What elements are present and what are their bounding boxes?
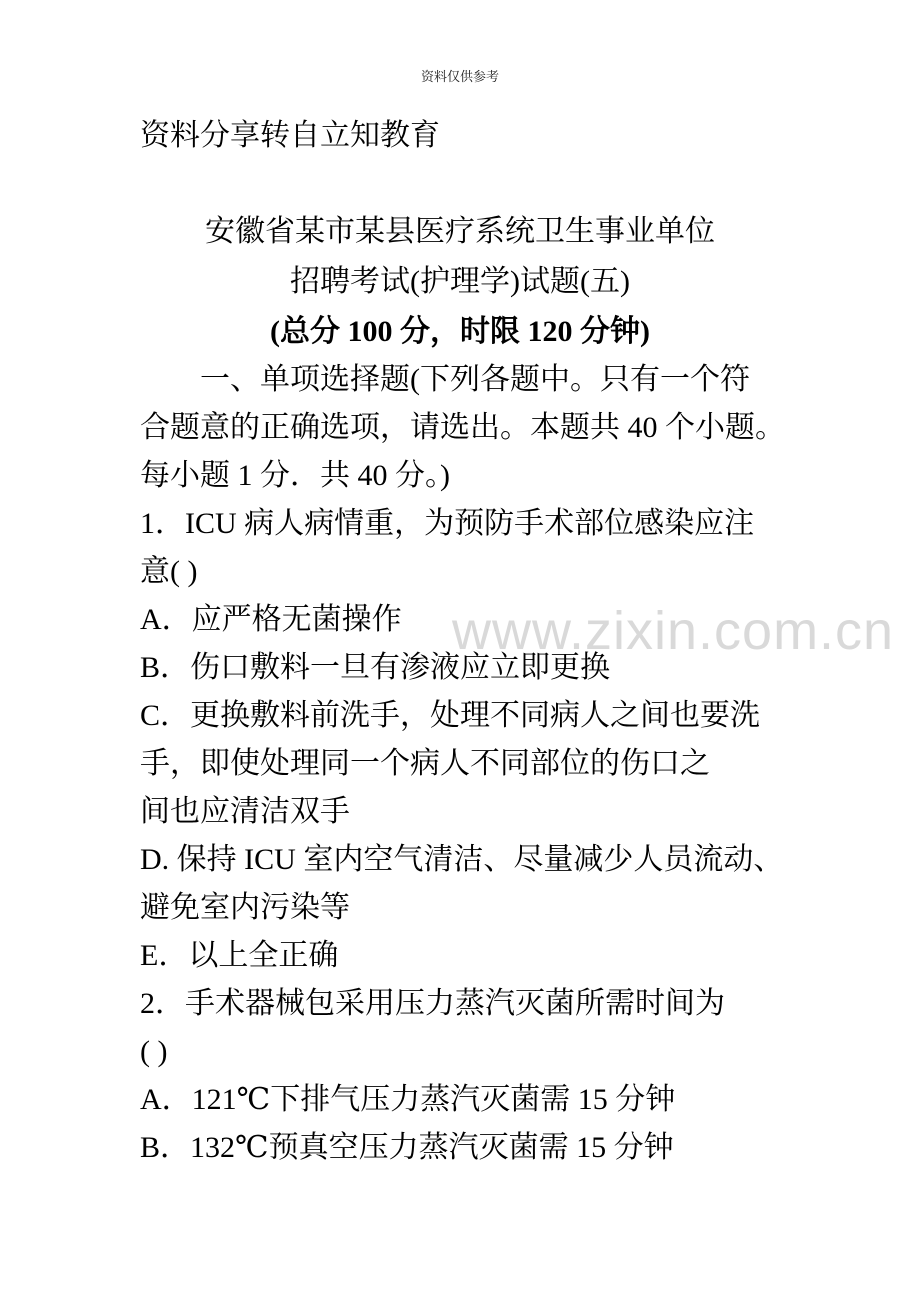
title-line-2: 招聘考试(护理学)试题(五) bbox=[290, 265, 630, 298]
question-2-stem: 2．手术器械包采用压力蒸汽灭菌所需时间为 bbox=[140, 987, 725, 1020]
question-1-stem: 1．ICU 病人病情重，为预防手术部位感染应注 bbox=[140, 507, 755, 540]
question-2-stem: ( ) bbox=[140, 1035, 168, 1068]
question-1-option-e: E．以上全正确 bbox=[140, 939, 339, 972]
watermark: www.zixin.com.cn bbox=[452, 601, 895, 661]
question-1-option-c: C．更换敷料前洗手，处理不同病人之间也要洗 bbox=[140, 699, 761, 732]
question-2-option-a: A．121℃下排气压力蒸汽灭菌需 15 分钟 bbox=[140, 1083, 676, 1116]
question-1-option-c: 间也应清洁双手 bbox=[140, 795, 350, 828]
section-intro-line: 每小题 1 分．共 40 分。) bbox=[140, 459, 450, 492]
section-intro-line: 合题意的正确选项，请选出。本题共 40 个小题。 bbox=[140, 411, 785, 444]
question-1-option-c: 手，即使处理同一个病人不同部位的伤口之 bbox=[140, 747, 710, 780]
section-intro-line: 一、单项选择题(下列各题中。只有一个符 bbox=[200, 363, 750, 396]
question-2-option-b: B．132℃预真空压力蒸汽灭菌需 15 分钟 bbox=[140, 1131, 674, 1164]
source-line: 资料分享转自立知教育 bbox=[140, 119, 440, 152]
question-1-option-b: B．伤口敷料一旦有渗液应立即更换 bbox=[140, 651, 611, 684]
title-line-1: 安徽省某市某县医疗系统卫生事业单位 bbox=[205, 215, 715, 248]
question-1-option-d: D. 保持 ICU 室内空气清洁、尽量减少人员流动、 bbox=[140, 843, 784, 876]
question-1-option-a: A．应严格无菌操作 bbox=[140, 603, 402, 636]
question-1-option-d: 避免室内污染等 bbox=[140, 891, 350, 924]
title-line-3: (总分 100 分，时限 120 分钟) bbox=[270, 315, 650, 348]
header-note: 资料仅供参考 bbox=[420, 69, 499, 84]
question-1-stem: 意( ) bbox=[140, 555, 198, 588]
